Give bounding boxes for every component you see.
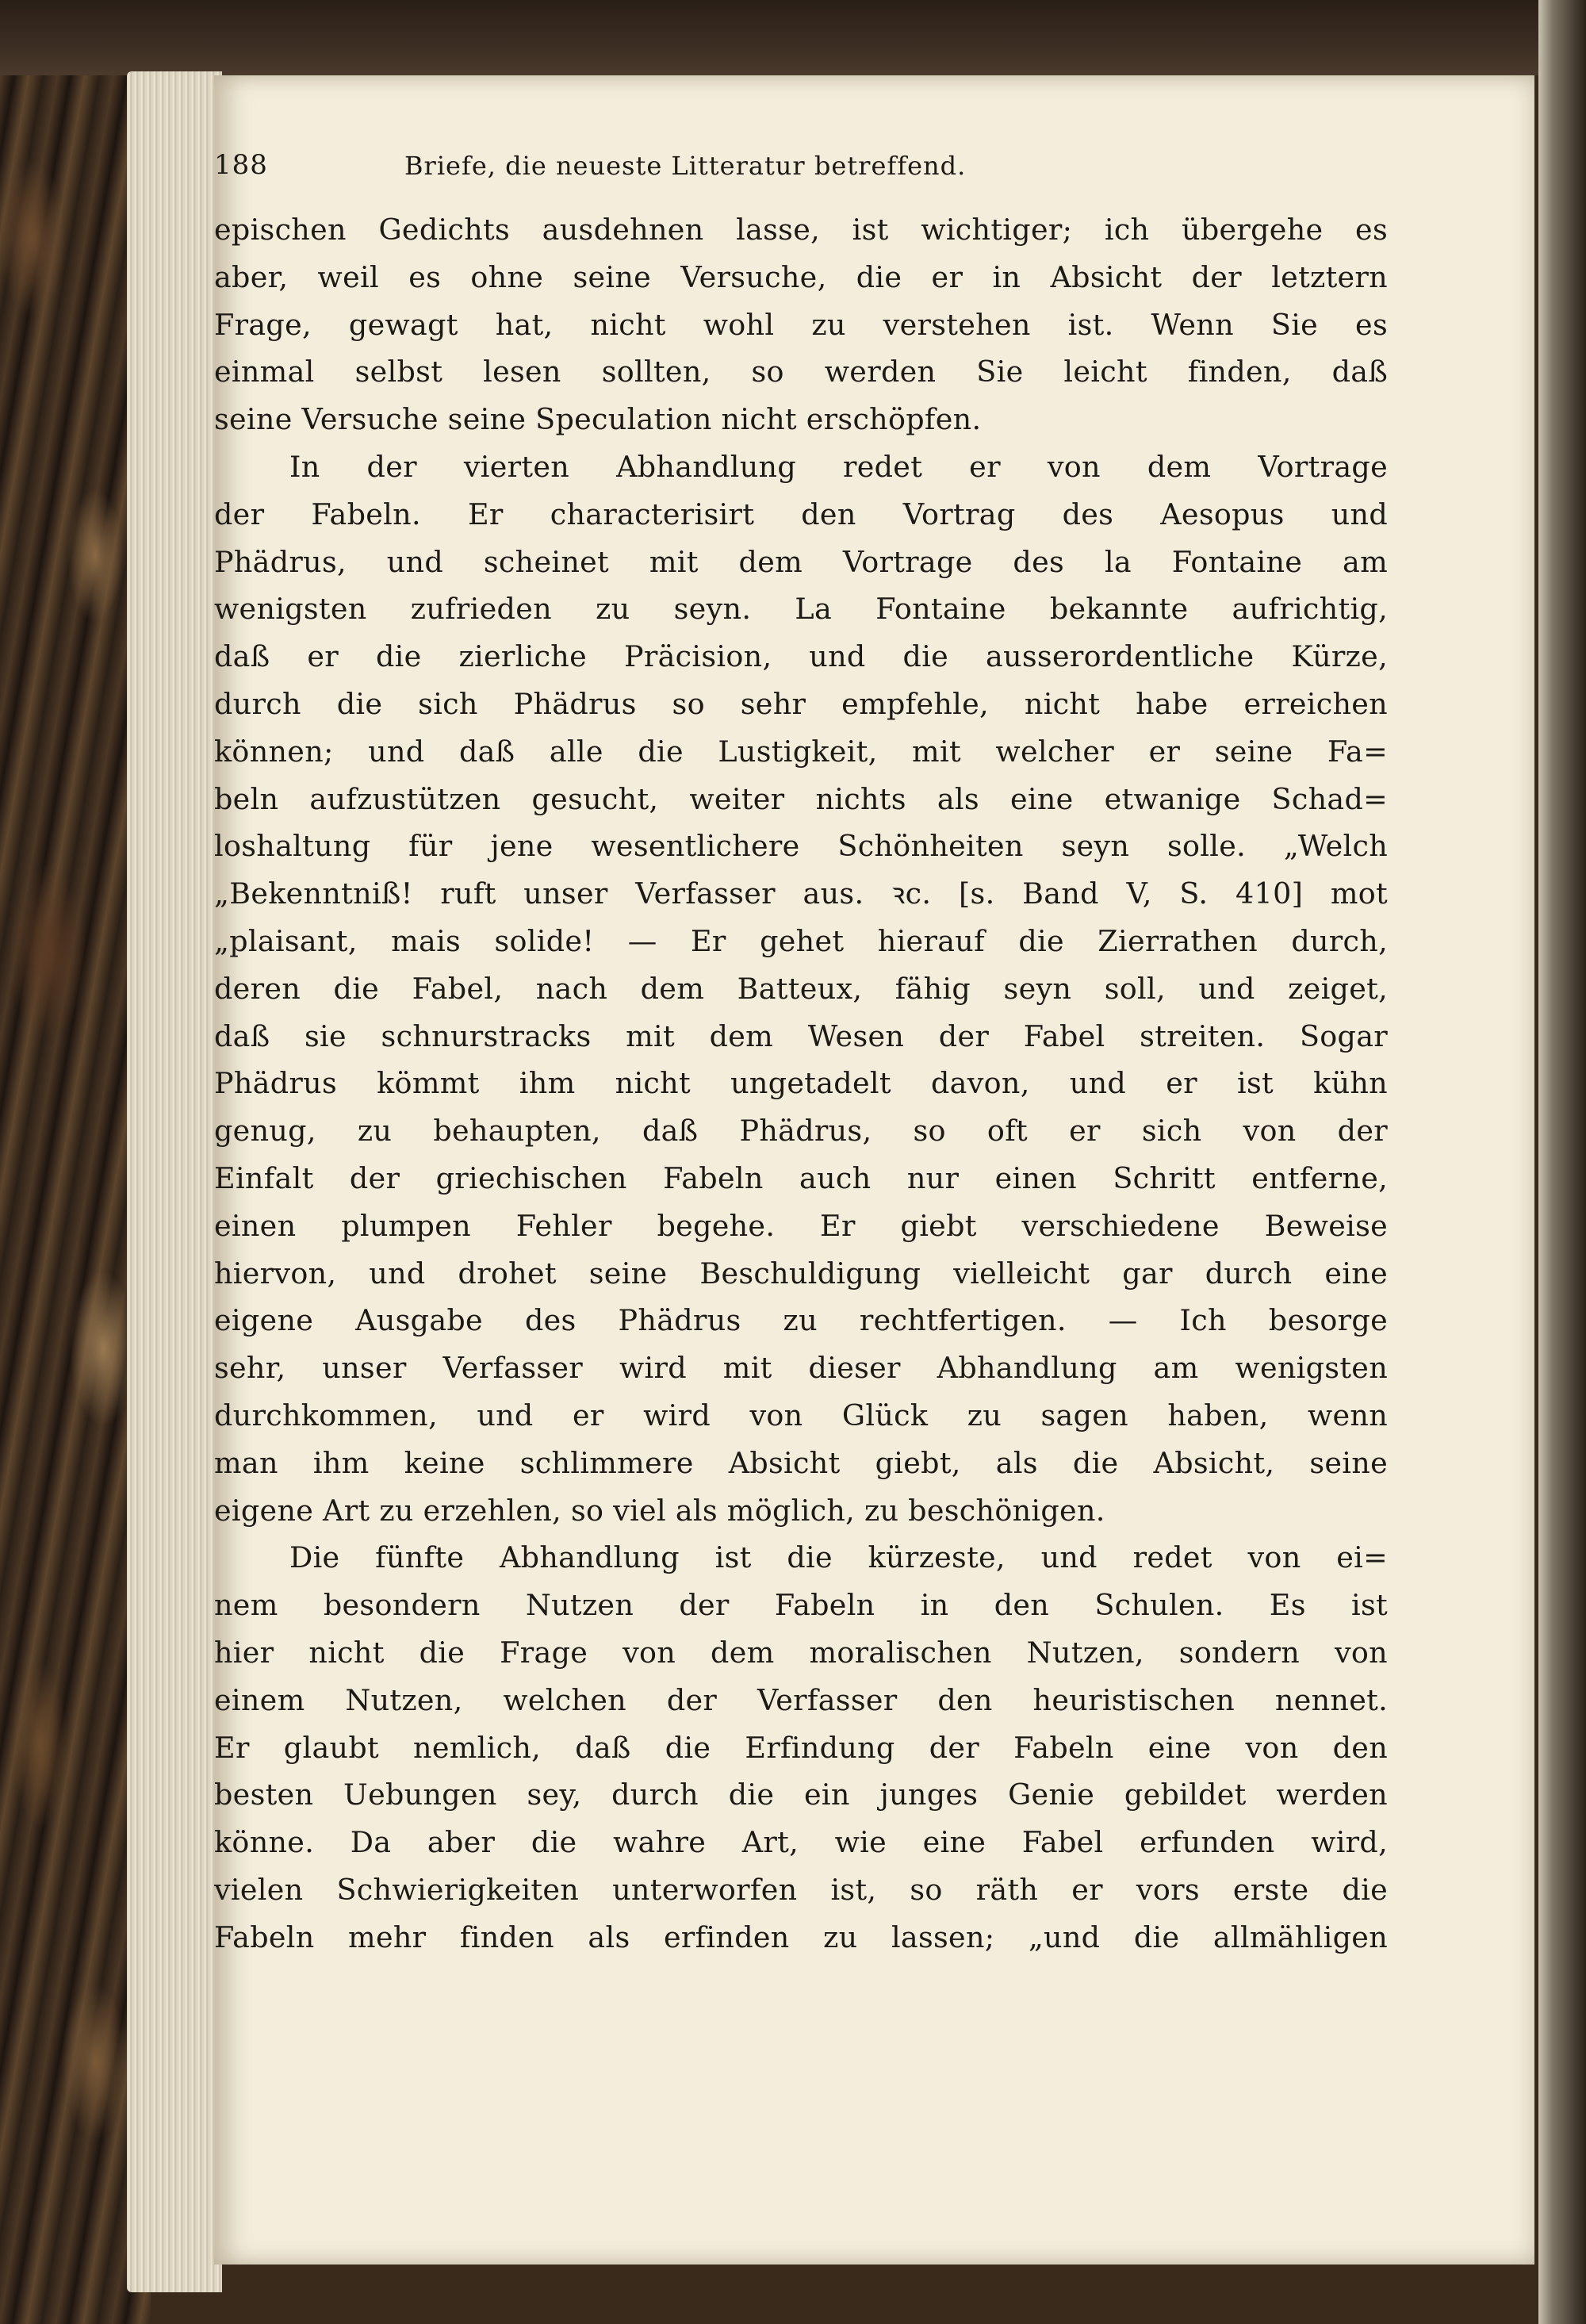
text-line: besten Uebungen sey, durch die ein junges Genie gebildet werden	[214, 1778, 1388, 1812]
text-line: Er glaubt nemlich, daß die Erfindung der Fabeln eine von den	[214, 1730, 1388, 1765]
text-line: epischen Gedichts ausdehnen lasse, ist wichtiger; ich übergehe es	[214, 213, 1388, 247]
page-header	[214, 149, 1324, 197]
body-text	[214, 206, 1388, 1961]
text-line: aber, weil es ohne seine Versuche, die er in Absicht der letztern	[214, 259, 1388, 294]
text-line: Phädrus kömmt ihm nicht ungetadelt davon, und er ist kühn	[214, 1066, 1388, 1101]
book-cover-top	[0, 0, 1586, 75]
text-line: wenigsten zufrieden zu seyn. La Fontaine bekannte aufrichtig,	[214, 592, 1388, 627]
text-line: einen plumpen Fehler begehe. Er giebt verschiedene Beweise	[214, 1208, 1388, 1243]
text-line: vielen Schwierigkeiten unterworfen ist, so räth er vors erste die	[214, 1872, 1388, 1907]
text-line: Frage, gewagt hat, nicht wohl zu verstehen ist. Wenn Sie es	[214, 307, 1388, 342]
text-line: seine Versuche seine Speculation nicht erschöpfen.	[214, 402, 982, 437]
text-line: sehr, unser Verfasser wird mit dieser Abhandlung am wenigsten	[214, 1351, 1388, 1386]
book-cover-right	[1538, 0, 1586, 2324]
text-line: In der vierten Abhandlung redet er von dem Vortrage	[289, 449, 1388, 484]
text-line: loshaltung für jene wesentlichere Schönheiten seyn solle. „Welch	[214, 829, 1388, 864]
text-line: daß sie schnurstracks mit dem Wesen der Fabel streiten. Sogar	[214, 1018, 1388, 1053]
text-line: beln aufzustützen gesucht, weiter nichts als eine etwanige Schad=	[214, 781, 1388, 816]
text-line: der Fabeln. Er characterisirt den Vortrag des Aesopus und	[214, 497, 1388, 531]
text-line: „Bekenntniß! ruft unser Verfasser aus. ꝛc. [s. Band V, S. 410] mot	[214, 876, 1388, 911]
text-line: „plaisant, mais solide! — Er gehet hierauf die Zierrathen durch,	[214, 923, 1388, 958]
text-line: einmal selbst lesen sollten, so werden Sie leicht finden, daß	[214, 355, 1388, 389]
text-line: nem besondern Nutzen der Fabeln in den Schulen. Es ist	[214, 1588, 1388, 1623]
text-line: könne. Da aber die wahre Art, wie eine Fabel erfunden wird,	[214, 1825, 1388, 1860]
text-line: können; und daß alle die Lustigkeit, mit welcher er seine Fa=	[214, 734, 1388, 769]
page-edges	[127, 71, 222, 2292]
text-line: durch die sich Phädrus so sehr empfehle, nicht habe erreichen	[214, 686, 1388, 721]
text-line: eigene Ausgabe des Phädrus zu rechtfertigen. — Ich besorge	[214, 1303, 1388, 1338]
text-line: deren die Fabel, nach dem Batteux, fähig seyn soll, und zeiget,	[214, 971, 1388, 1006]
text-line: hiervon, und drohet seine Beschuldigung vielleicht gar durch eine	[214, 1256, 1388, 1290]
text-line: einem Nutzen, welchen der Verfasser den heuristischen nennet.	[214, 1682, 1388, 1717]
running-title: Briefe, die neueste Litteratur betreffend.	[404, 151, 967, 181]
page-number: 188	[214, 149, 268, 181]
text-line: man ihm keine schlimmere Absicht giebt, als die Absicht, seine	[214, 1445, 1388, 1480]
text-line: Phädrus, und scheinet mit dem Vortrage des la Fontaine am	[214, 544, 1388, 579]
text-line: Fabeln mehr finden als erfinden zu lassen; „und die allmähligen	[214, 1919, 1388, 1954]
text-line: durchkommen, und er wird von Glück zu sagen haben, wenn	[214, 1398, 1388, 1432]
text-line: daß er die zierliche Präcision, und die ausserordentliche Kürze,	[214, 639, 1388, 674]
text-line: eigene Art zu erzehlen, so viel als möglich, zu beschönigen.	[214, 1493, 1105, 1528]
text-line: Die fünfte Abhandlung ist die kürzeste, und redet von ei=	[289, 1540, 1388, 1575]
text-line: Einfalt der griechischen Fabeln auch nur einen Schritt entferne,	[214, 1160, 1388, 1195]
text-line: genug, zu behaupten, daß Phädrus, so oft er sich von der	[214, 1114, 1388, 1149]
text-line: hier nicht die Frage von dem moralischen Nutzen, sondern von	[214, 1635, 1388, 1670]
